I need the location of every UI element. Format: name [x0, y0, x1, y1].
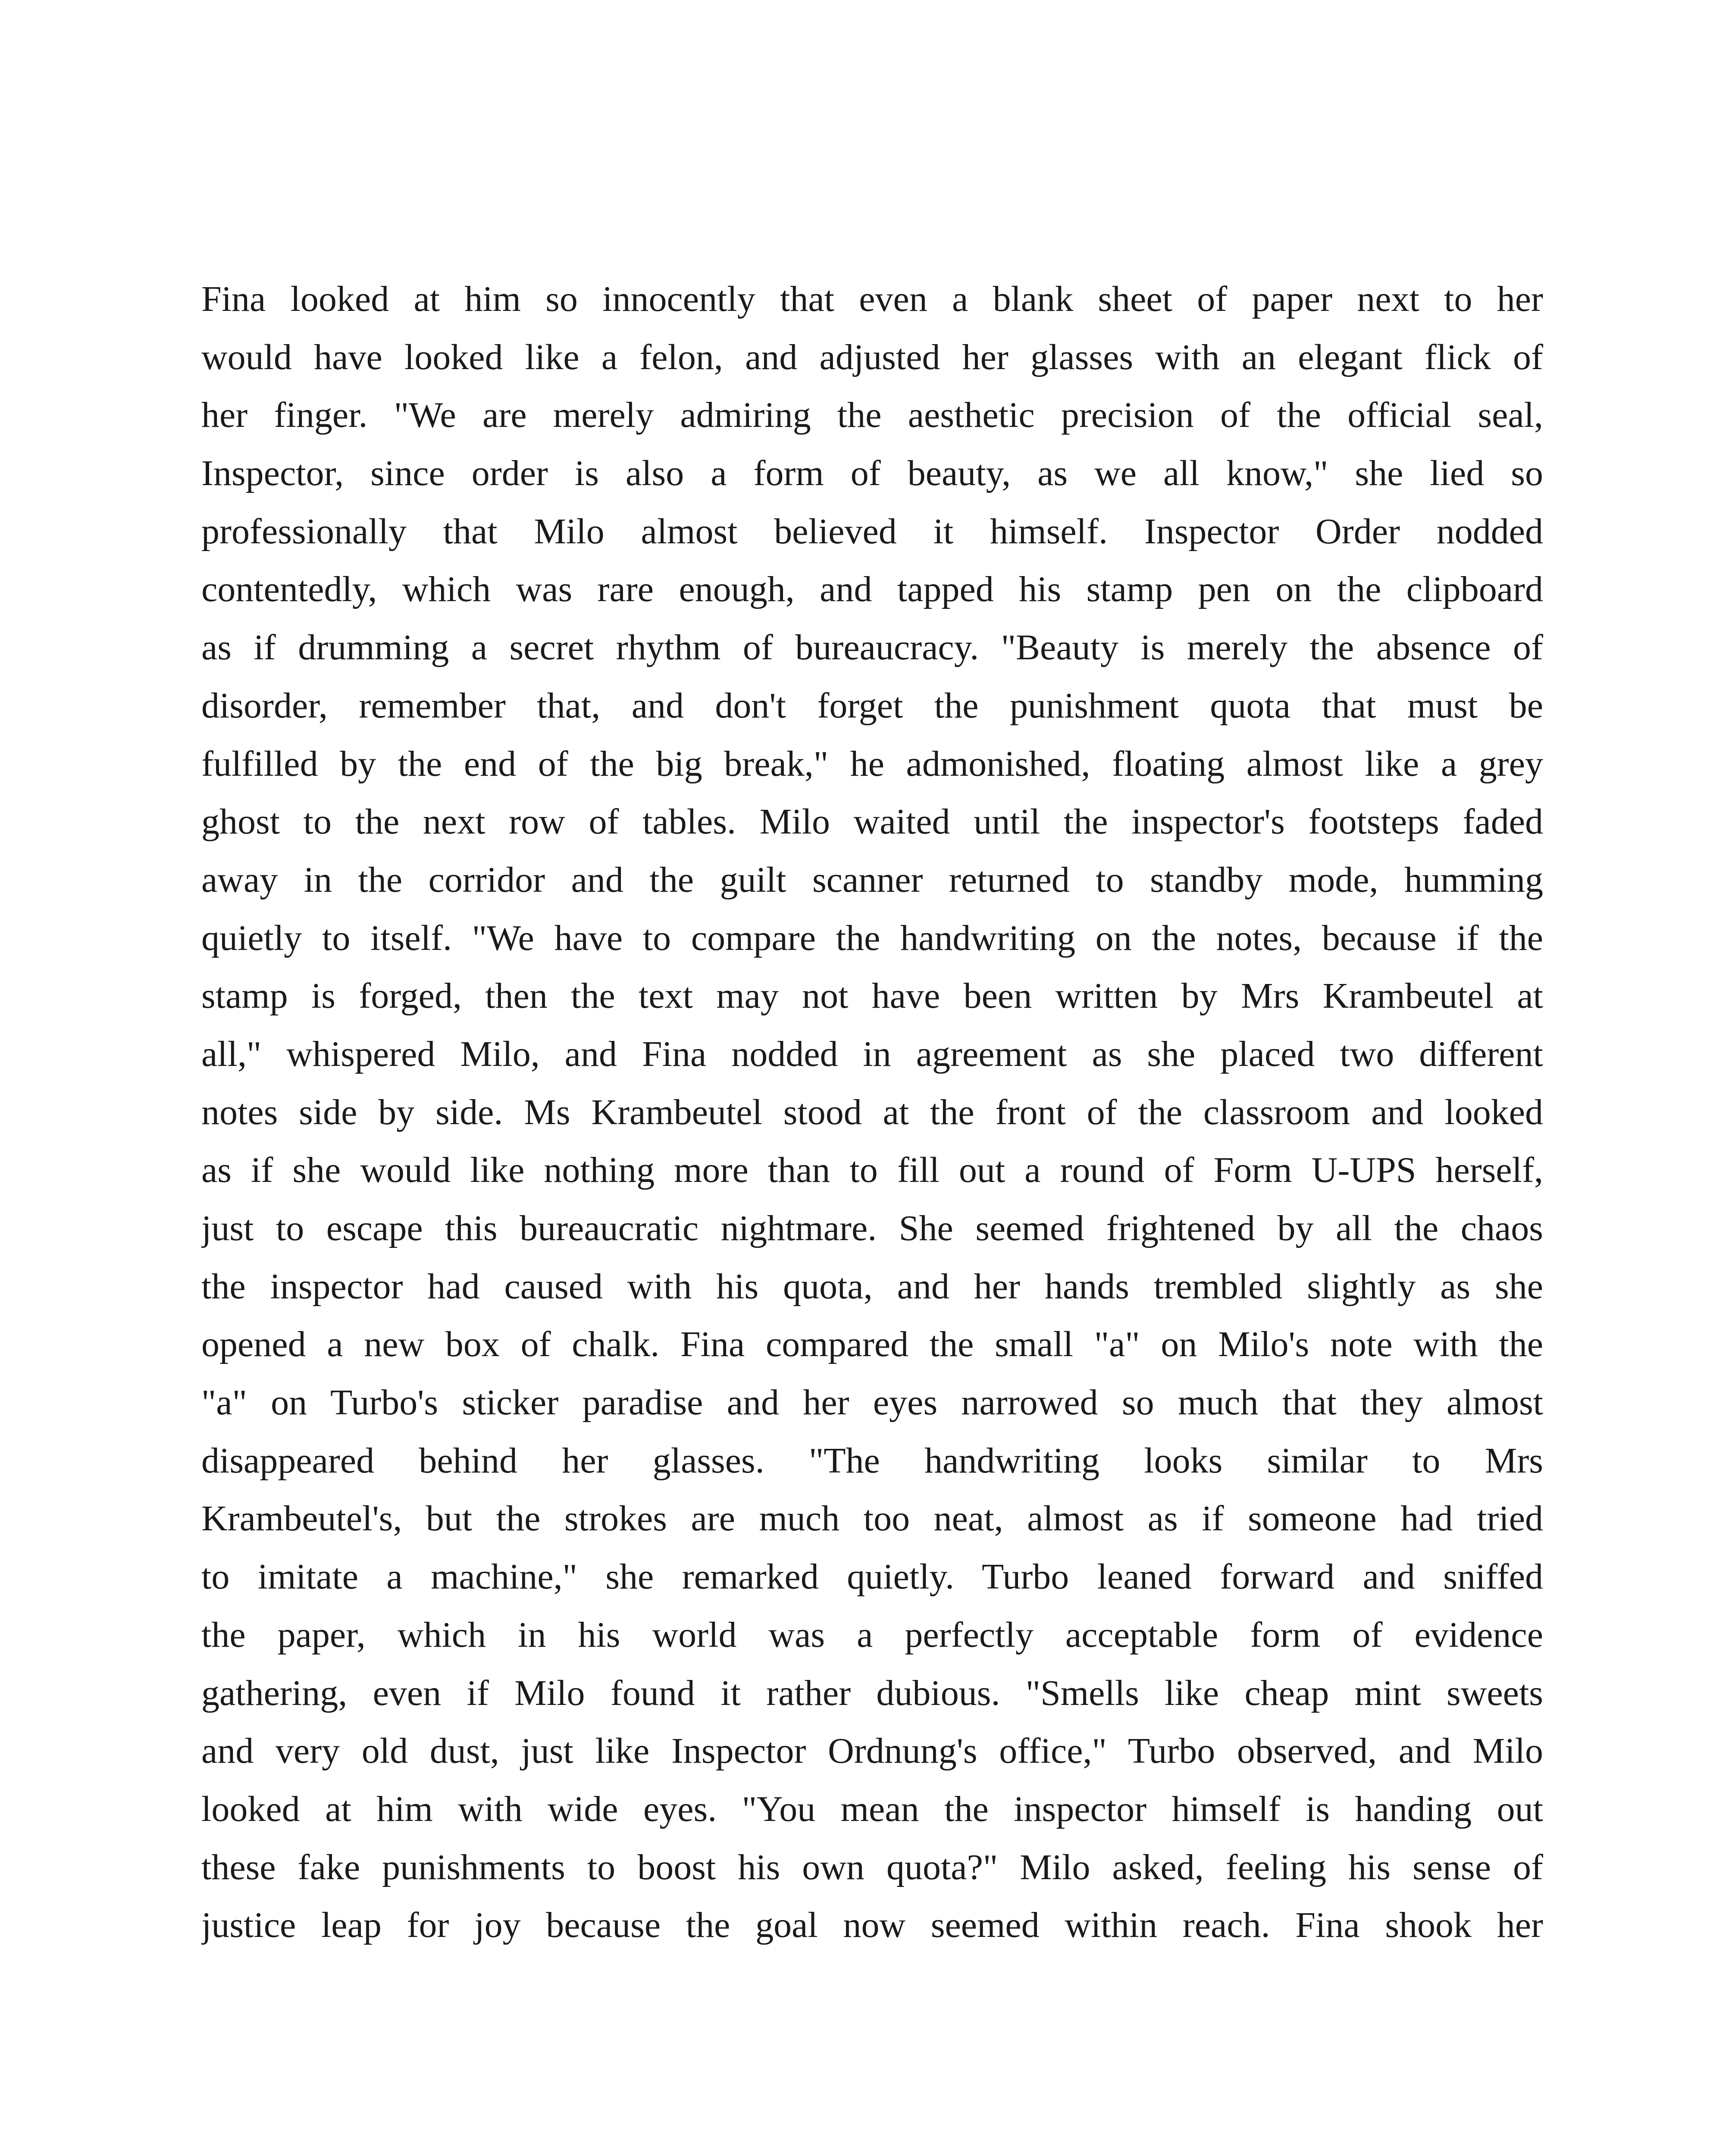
text-line: would have looked like a felon, and adjusted her glasses with an elegant flick of	[201, 337, 1543, 377]
text-line: quietly to itself. "We have to compare the handwriting on the notes, because if the	[201, 918, 1543, 958]
text-line: stamp is forged, then the text may not have been written by Mrs Krambeutel at	[201, 976, 1543, 1016]
text-line: the inspector had caused with his quota, and her hands trembled slightly as she	[201, 1266, 1543, 1307]
body-paragraph	[201, 270, 1543, 1955]
text-line: justice leap for joy because the goal now seemed within reach. Fina shook her	[201, 1905, 1543, 1946]
text-line: these fake punishments to boost his own quota?" Milo asked, feeling his sense of	[201, 1847, 1543, 1887]
text-line: professionally that Milo almost believed it himself. Inspector Order nodded	[201, 511, 1543, 552]
text-line: gathering, even if Milo found it rather dubious. "Smells like cheap mint sweets	[201, 1673, 1543, 1713]
text-line: Fina looked at him so innocently that even a blank sheet of paper next to her	[201, 279, 1543, 319]
text-line: Inspector, since order is also a form of beauty, as we all know," she lied so	[201, 453, 1543, 494]
text-line: ghost to the next row of tables. Milo waited until the inspector's footsteps faded	[201, 802, 1543, 842]
text-line: disorder, remember that, and don't forget the punishment quota that must be	[201, 685, 1543, 726]
text-line: notes side by side. Ms Krambeutel stood at the front of the classroom and looked	[201, 1092, 1543, 1132]
text-line: just to escape this bureaucratic nightmare. She seemed frightened by all the chaos	[201, 1208, 1543, 1248]
text-line: contentedly, which was rare enough, and tapped his stamp pen on the clipboard	[201, 569, 1543, 610]
text-line: her finger. "We are merely admiring the aesthetic precision of the official seal,	[201, 395, 1543, 436]
text-line: fulfilled by the end of the big break," he admonished, floating almost like a grey	[201, 743, 1543, 784]
text-line: to imitate a machine," she remarked quietly. Turbo leaned forward and sniffed	[201, 1557, 1543, 1597]
text-line: the paper, which in his world was a perfectly acceptable form of evidence	[201, 1614, 1543, 1655]
text-line: and very old dust, just like Inspector Ordnung's office," Turbo observed, and Milo	[201, 1731, 1543, 1771]
text-line: "a" on Turbo's sticker paradise and her eyes narrowed so much that they almost	[201, 1382, 1543, 1423]
text-line: disappeared behind her glasses. "The handwriting looks similar to Mrs	[201, 1440, 1543, 1481]
text-line: looked at him with wide eyes. "You mean the inspector himself is handing out	[201, 1789, 1543, 1829]
text-line: all," whispered Milo, and Fina nodded in agreement as she placed two different	[201, 1034, 1543, 1074]
text-line: opened a new box of chalk. Fina compared the small "a" on Milo's note with the	[201, 1324, 1543, 1365]
text-line: as if she would like nothing more than to fill out a round of Form U-UPS herself,	[201, 1150, 1543, 1191]
text-line: as if drumming a secret rhythm of bureaucracy. "Beauty is merely the absence of	[201, 627, 1543, 668]
text-line: away in the corridor and the guilt scanner returned to standby mode, humming	[201, 859, 1543, 900]
text-line: Krambeutel's, but the strokes are much too neat, almost as if someone had tried	[201, 1498, 1543, 1539]
